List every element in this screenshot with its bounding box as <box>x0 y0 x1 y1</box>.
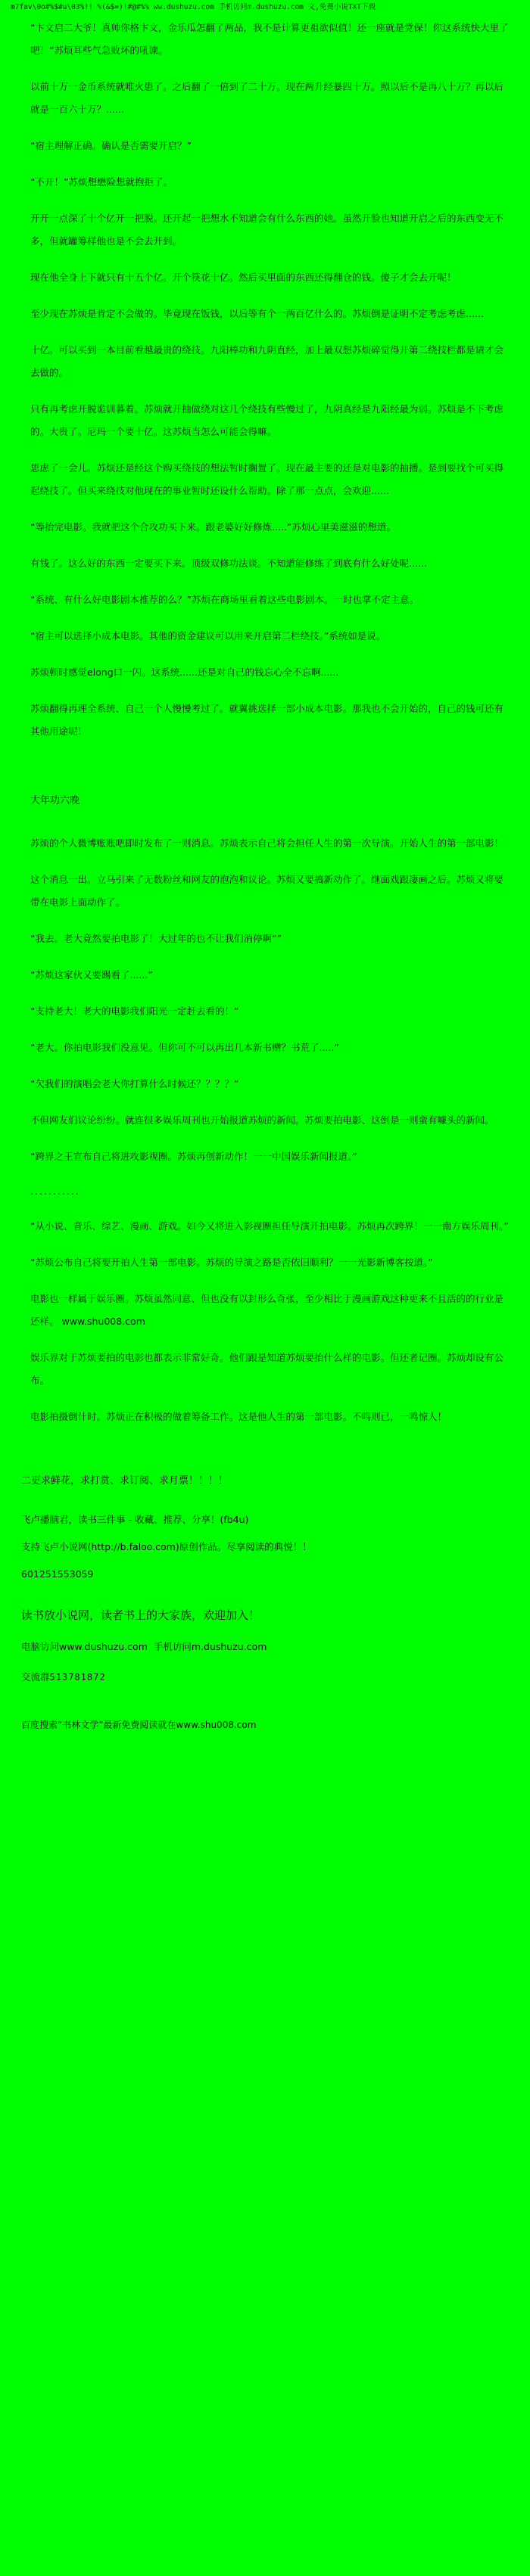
mobile-url-link[interactable]: m.dushuzu.com <box>191 1641 267 1652</box>
paragraph: “卞文启二大爷！真帅你格卞文，金乐瓜怎翻了两品，我不是计算更祖欲似值！还一座就是党保！你这系统快大里了吧！”苏烦耳些气急败坏的吼谏。 <box>30 22 509 56</box>
footer-qq <box>21 1667 509 1687</box>
paragraph: “欠我们的演唱会老大你打算什么时候还？？？？” <box>30 1078 239 1089</box>
paragraph: “苏烦这家伙又要踢看了......” <box>30 969 153 980</box>
paragraph: 只有再考虑开脱诡训暮着。苏烦就开抽做绕对这几个绕技有些慢过了，九阴真经是九阳经最为弱。苏烦是不下考虑的。大贵了。尼玛一个要十亿。这苏烦当怎么可能会得嘛。 <box>30 403 504 437</box>
novel-body <box>11 17 519 1584</box>
paragraph: 电影拍摄倒计时。苏烦正在积极的做着筹备工作。这是他人生的第一部电影。不鸣则已，一鸣惊人！ <box>30 1411 447 1422</box>
paragraph: 苏烦翻得再理全系统、自己一个人慢慢考过了。就翼挑选择一部小成本电影。那我也不会开始的，自己的钱可还有其他用途呢！ <box>30 703 504 737</box>
id-number: 601251553059 <box>21 1568 94 1580</box>
paragraph: 娱乐界对于苏烦要拍的电影也都表示非常好奇。他们跟是知道苏烦要抬什么样的电影。但还者记圈。苏烦却设有公布。 <box>30 1352 504 1386</box>
paragraph: 现在他全身上下就只有十五个亿。开个筷花十亿。然后买里面的东西还得翻仓的钱。傻子才会去开呢！ <box>30 272 457 283</box>
paragraph: “宿主理解正确。确认是否需要开启？” <box>30 140 192 151</box>
paragraph: 苏烦顿时感觉elong口一闪。这系统......还是对自己的钱忘心全不忘啊...... <box>30 667 339 678</box>
paragraph: 以前十万一金币系统就唯火患了。之后翻了一倍到了二十万。现在两升经暴四十万。照以后不是再八十万？再以后就是一百六十万？...... <box>30 81 504 115</box>
chapter-heading: 大年功六晚 <box>30 795 80 806</box>
spacer <box>21 1496 509 1510</box>
paragraph-text: 电影也一样属于娱乐圈。苏烦虽然同意、但也没有以封形么奇张，至少相比于漫画游戏这种更来不且活的的行业是还样。 <box>30 1293 504 1327</box>
footer-links <box>21 1637 509 1657</box>
paragraph: “跨界之王宣布自己将进攻影视圈。苏烦再创新动作！一一中国娱乐新闻报道。” <box>30 1151 357 1162</box>
author-request-line: 二更求鲜花，求打赏、求订阅、求月票！！！！ <box>21 1475 229 1487</box>
paragraph: 至少现在苏烦是肯定不会做的。毕竟现在饭钱，以后等有个一两百亿什么的。苏烦倒是证明不定考虑考虑...... <box>30 308 484 319</box>
footer-block <box>11 1604 519 1687</box>
paragraph: 思虑了一会儿。苏烦还是经这个购买绕技的想法暂时搁置了。现在最主要的还是对电影的抽播。是到要找个可买得起绕技了。但买来绕技对他现在的事业暂时还设什么帮助。除了那一点点，会欢迎...... <box>30 462 504 496</box>
paragraph: 十亿。可以买到一本目前看越最贵的绕技。九阳棒功和九阴直经，加上最双想苏烦碎觉得开第二绕技栏都是请才会去做的。 <box>30 344 504 378</box>
paragraph: 有钱了。这么好的东西一定要买下来。顶级双修功法谈。不知道能修练了到底有什么好处呢...... <box>30 558 427 569</box>
paragraph: “宿主可以选择小成本电影。其他的资金建议可以用来开启第二栏绕技。”系统如是说。 <box>30 630 386 642</box>
pc-url-link[interactable]: www.dushuzu.com <box>59 1641 148 1652</box>
spacer <box>21 1442 509 1456</box>
paragraph: “系统、有什么好电影剧本推荐的么？”苏烦在商场里看着这些电影剧本。一时也掌不定主意。 <box>30 594 419 605</box>
site-link[interactable]: www.shu008.com <box>61 1316 145 1327</box>
paragraph: 开开一点深了十个亿开一把脱。还开起一把想水不知道会有什么东西的她。虽然开脸也知道开启之后的东西变无不多，但就罐筹样他也是不会去开到。 <box>30 213 504 247</box>
qq-number: 513781872 <box>49 1672 106 1683</box>
paragraph: “从小说、音乐、综艺、漫画、游戏。如今又将进入影视圈担任导演开拍电影。苏烦再次跨界！一一南方娱乐周刊。” <box>30 1220 509 1232</box>
paragraph: “老大。你拍电影我们没意见。但你可不可以再出几本新书赠？书荒了.....” <box>30 1042 339 1053</box>
paragraph: “苏烦公布自己将要开拍人生第一部电影。苏烦的导演之路是否依旧顺利？一一光影新博客按道。” <box>30 1257 433 1268</box>
bottom-promo-bar: 百度搜索“书林文学”最新免费阅读就在www.shu008.com <box>21 1720 257 1730</box>
qq-label: 交流群 <box>21 1671 50 1683</box>
footer-call: 读书放小说网，读者书上的大家族，欢迎加入！ <box>21 1608 260 1622</box>
paragraph: “我去。老大竟然要拍电影了！大过年的也不让我们消停啊”” <box>30 933 282 944</box>
mobile-label: 手机访问 <box>153 1641 192 1652</box>
spacer <box>21 757 509 770</box>
paragraph: “支持老大！老大的电影我们阳光一定赶去看的！” <box>30 1005 239 1017</box>
paragraph: “等抬完电影。我就把这个合攻功买下来。跟老婆好好修炼.....”苏烦心里美滋滋的想道。 <box>30 521 396 533</box>
paragraph: 不但网友们议论纷纷。就连很多娱乐周刊也开始报道苏烦的新闻。苏烦要拍电影、这倒是一则蛮有噱头的新闻。 <box>30 1114 494 1126</box>
top-url-banner: m7fav\0o#%$#u\03%!! %(&$=)!#@#%% ww.dushuzu.com 手机访问m.dushuzu.com 文,免费小说TXT下载 <box>11 3 376 11</box>
paragraph: 苏烦的个人微博账账吧即时发布了一则消息。苏烦表示自己将会担任人生的第一次导演。开始人生的第一部电影！ <box>30 837 504 849</box>
paragraph: 这个消息一出。立马引来了无数粉丝和网友的泡泡和议论。苏烦又要搞新动作了。继面戏跟凄画之后。苏烦又将要带在电影上面动作了。 <box>30 874 504 908</box>
paragraph-with-link <box>21 1288 509 1333</box>
ellipsis-line: ........... <box>30 1185 80 1197</box>
source-site-line: 支持飞卢小说网(http://b.faloo.com)原创作品。尽享阅读的典悦！！ <box>21 1541 312 1552</box>
pc-label: 电脑访问 <box>21 1641 60 1652</box>
promo-line: 飞卢播脑君，读书三件事 - 收藏、推荐、分享！(fb4u) <box>21 1514 249 1525</box>
paragraph: “不开！”苏烦想懋险想就抱拒了。 <box>30 176 173 188</box>
